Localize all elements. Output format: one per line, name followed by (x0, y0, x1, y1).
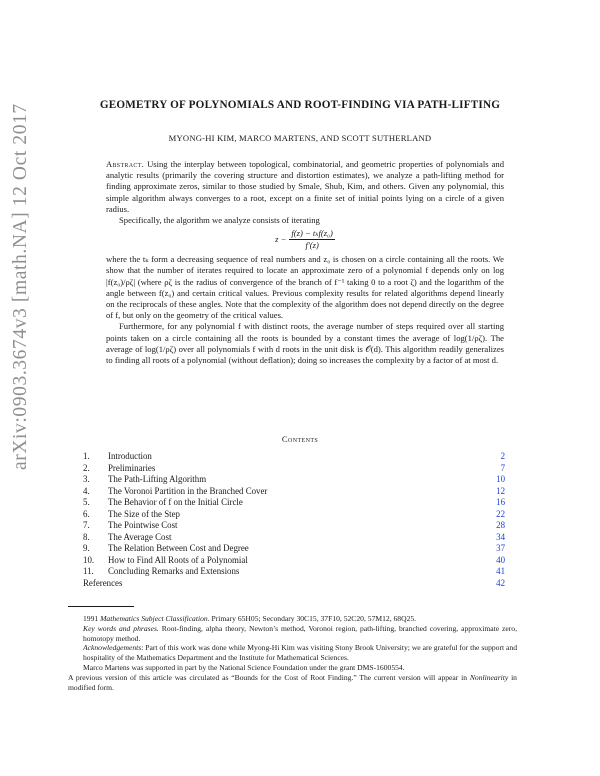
toc-entry-number: 11. (83, 566, 94, 577)
toc-entry-number: 8. (83, 531, 90, 542)
footnote-funding: Marco Martens was supported in part by the National Science Foundation under the grant DMS-1600554. (83, 662, 405, 672)
toc-entry-number: 9. (83, 543, 90, 554)
toc-entry[interactable] (83, 451, 505, 463)
arxiv-identifier[interactable]: arXiv:0903.3674v3 [math.NA] 12 Oct 2017 (10, 103, 31, 470)
abstract-paragraph-1 (106, 159, 504, 215)
abstract-label: Abstract. (106, 159, 145, 169)
toc-entry-page-link[interactable]: 10 (496, 474, 505, 485)
table-of-contents (83, 451, 505, 590)
paper-authors: MYONG-HI KIM, MARCO MARTENS, AND SCOTT SUTHERLAND (168, 133, 432, 143)
toc-entry-number: 6. (83, 508, 90, 519)
toc-entry[interactable] (83, 497, 505, 509)
toc-entry-label (83, 463, 155, 475)
toc-entry[interactable] (83, 532, 505, 544)
toc-entry-label (83, 486, 267, 498)
toc-entry-title: The Path-Lifting Algorithm (108, 474, 207, 485)
toc-entry-page-link[interactable]: 42 (496, 578, 505, 589)
toc-entry-title: The Behavior of f on the Initial Circle (108, 497, 243, 508)
toc-entry[interactable] (83, 578, 505, 590)
toc-entry-number: 10. (83, 554, 95, 565)
equation-lhs: z − (275, 234, 287, 245)
toc-entry-title: References (83, 578, 123, 589)
footnote-divider (68, 606, 134, 607)
toc-entry-page-link[interactable]: 16 (496, 497, 505, 508)
footnote-keywords (83, 624, 517, 644)
abstract (106, 159, 504, 366)
toc-entry-label (83, 532, 171, 544)
ack-label: Acknowledgements (83, 643, 142, 653)
footnote-msc (83, 614, 517, 624)
toc-entry-label (83, 451, 152, 463)
toc-entry-title: The Average Cost (108, 531, 172, 542)
footnote-previous-version (68, 673, 517, 693)
toc-entry[interactable] (83, 555, 505, 567)
toc-entry-page-link[interactable]: 7 (500, 462, 505, 473)
toc-entry-label (83, 578, 122, 590)
msc-year: 1991 (83, 614, 99, 623)
toc-entry-title: The Voronoi Partition in the Branched Cover (108, 485, 268, 496)
abstract-paragraph-2-lead: Specifically, the algorithm we analyze consists of iterating (119, 215, 320, 226)
abstract-paragraph-2-rest: where the tₖ form a decreasing sequence of real numbers and z₀ is chosen on a circle containing all the roots. We show that the number of iterates required to locate an approximate zero of a polynomial f depends only on log |f(z₀)/ρζ| (where ρζ is the radius of convergence of the branch of f⁻¹ taking 0 to a root ζ) and the logarithm of the angle between f(z₀) and certain critical values. Previous complexity results for related algorithms depend linearly on the reciprocals of these angles. Note that the complexity of the algorithm does not depend directly on the degree of f, but only on the geometry of the critical values. (106, 254, 504, 321)
toc-entry-number: 5. (83, 497, 90, 508)
toc-entry-label (83, 520, 178, 532)
toc-entry-title: The Relation Between Cost and Degree (108, 543, 249, 554)
journal-name: Nonlinearity (469, 672, 509, 682)
ack-text: : Part of this work was done while Myong-Hi Kim was visiting Stony Brook University; we are grateful for the support and hospitality of the Mathematics Department and the Institute for Mathematical Sciences. (83, 643, 517, 663)
toc-entry-page-link[interactable]: 12 (496, 485, 505, 496)
toc-entry[interactable] (83, 486, 505, 498)
footnotes (68, 614, 517, 692)
toc-entry[interactable] (83, 463, 505, 475)
keywords-label: Key words and phrases. (83, 623, 159, 633)
msc-text: Primary 65H05; Secondary 30C15, 37F10, 52C20, 57M12, 68Q25. (211, 614, 417, 623)
abstract-text-1: Using the interplay between topological, combinatorial, and geometric properties of polynomials and analytic results (primarily the covering structure and distortion estimates), we analyze a path-lifting method for finding approximate zeros, similar to those studied by Smale, Shub, Kim, and others. Given any polynomial, this simple algorithm always converges to a root, except on a finite set of initial points lying on a circle of a given radius. (106, 159, 504, 214)
previous-version-text-end: in modified form. (68, 672, 517, 692)
toc-entry[interactable] (83, 520, 505, 532)
toc-entry-title: The Pointwise Cost (108, 520, 178, 531)
toc-entry-label (83, 497, 243, 509)
footnote-acknowledgements (83, 643, 517, 663)
toc-entry-label (83, 555, 248, 567)
toc-entry[interactable] (83, 474, 505, 486)
toc-entry-title: Introduction (108, 451, 152, 461)
equation-numerator: f(z) − tₖf(z₀) (291, 228, 333, 239)
toc-entry-label (83, 509, 180, 521)
toc-entry-page-link[interactable]: 37 (496, 543, 505, 554)
keywords-text: Root-finding, alpha theory, Newton’s method, Voronoi region, path-lifting, branched covering, approximate zero, homotopy method. (83, 623, 517, 643)
toc-entry-title: Concluding Remarks and Extensions (108, 566, 240, 577)
toc-entry-number: 3. (83, 474, 90, 485)
toc-entry-page-link[interactable]: 34 (496, 531, 505, 542)
iteration-equation (106, 228, 504, 251)
toc-entry[interactable] (83, 566, 505, 578)
equation-denominator: f′(z) (305, 240, 319, 251)
toc-entry-label (83, 566, 239, 578)
toc-entry-title: The Size of the Step (108, 508, 180, 519)
toc-entry-page-link[interactable]: 22 (496, 508, 505, 519)
toc-entry-label (83, 474, 206, 486)
toc-entry-page-link[interactable]: 41 (496, 566, 505, 577)
equation-fraction (289, 228, 335, 251)
toc-entry-page-link[interactable]: 40 (496, 554, 505, 565)
toc-entry-number: 1. (83, 451, 90, 461)
toc-entry-number: 7. (83, 520, 90, 531)
toc-entry-title: How to Find All Roots of a Polynomial (108, 554, 248, 565)
msc-label: Mathematics Subject Classification. (100, 614, 210, 623)
toc-entry-title: Preliminaries (108, 462, 156, 473)
toc-entry[interactable] (83, 509, 505, 521)
toc-entry-page-link[interactable]: 2 (500, 451, 505, 461)
toc-entry-page-link[interactable]: 28 (496, 520, 505, 531)
paper-title: GEOMETRY OF POLYNOMIALS AND ROOT-FINDING VIA PATH-LIFTING (99, 99, 501, 111)
toc-entry[interactable] (83, 543, 505, 555)
contents-heading: Contents (281, 434, 319, 444)
toc-entry-number: 2. (83, 462, 90, 473)
toc-entry-label (83, 543, 249, 555)
toc-entry-number: 4. (83, 485, 90, 496)
previous-version-text: A previous version of this article was circulated as “Bounds for the Cost of Root Finding.” The current version will appear in (68, 672, 468, 682)
abstract-paragraph-3: Furthermore, for any polynomial f with distinct roots, the average number of steps required over all starting points taken on a circle containing all the roots is bounded by a constant times the average of log(1/ρζ). The average of log(1/ρζ) over all polynomials f with d roots in the unit disk is 𝒪(d). This algorithm readily generalizes to finding all roots of a polynomial (without deflation); doing so increases the complexity by a factor of at most d. (106, 321, 504, 366)
